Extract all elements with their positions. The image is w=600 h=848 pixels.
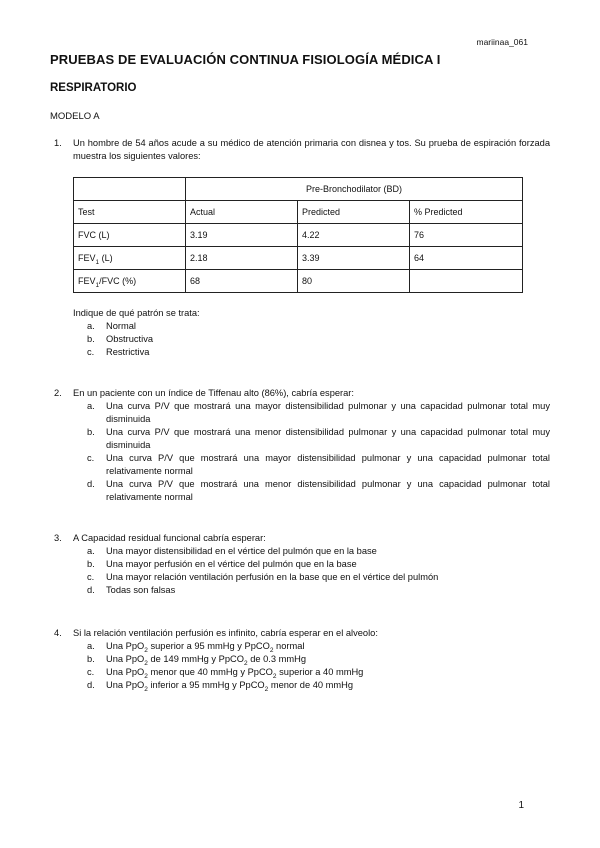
- table-cell: [74, 178, 186, 201]
- pct-predicted-cell: 64: [410, 247, 523, 270]
- table-header-row: [74, 201, 523, 224]
- column-header: Predicted: [298, 201, 410, 224]
- question-text: Si la relación ventilación perfusión es infinito, cabría esperar en el alveolo:: [73, 628, 378, 638]
- option-item: a. Una PpO$_2$ superior a 95 mmHg y PpCO$_2$ normal: [87, 641, 305, 654]
- question-prompt: Indique de qué patrón se trata:: [73, 308, 200, 318]
- option-item: b. Obstructiva: [87, 334, 154, 344]
- option-item: c. Restrictiva: [87, 347, 150, 357]
- test-cell: $FEV_1$/FVC (%): [74, 270, 186, 293]
- option-item: d. Una curva P/V que mostrará una menor distensibilidad pulmonar y una capacidad pulmonar total relativamente normal: [87, 479, 550, 502]
- document-title: PRUEBAS DE EVALUACIÓN CONTINUA FISIOLOGÍA MÉDICA I: [50, 52, 441, 67]
- option-item: c. Una curva P/V que mostrará una mayor distensibilidad pulmonar y una capacidad pulmonar total relativamente normal: [87, 453, 550, 476]
- option-item: c. Una PpO$_2$ menor que 40 mmHg y PpCO$_2$ superior a 40 mmHg: [87, 667, 364, 680]
- table-row: [74, 224, 523, 247]
- question-number: 1.: [54, 138, 62, 148]
- option-item: a. Normal: [87, 321, 136, 331]
- predicted-cell: 3.39: [298, 247, 410, 270]
- question-number: 4.: [54, 628, 62, 638]
- group-header: Pre-Bronchodilator (BD): [186, 178, 523, 201]
- test-cell: $FEV_1$ (L): [74, 247, 186, 270]
- option-list: [87, 400, 550, 504]
- question-text: A Capacidad residual funcional cabría esperar:: [73, 533, 266, 543]
- pct-predicted-cell: 76: [410, 224, 523, 247]
- column-header: % Predicted: [410, 201, 523, 224]
- actual-cell: 3.19: [186, 224, 298, 247]
- predicted-cell: 80: [298, 270, 410, 293]
- option-item: d. Una PpO$_2$ inferior a 95 mmHg y PpCO$_2$ menor de 40 mmHg: [87, 680, 354, 693]
- column-header: Actual: [186, 201, 298, 224]
- option-list: [87, 320, 550, 359]
- question-3: [50, 532, 550, 597]
- option-item: b. Una PpO$_2$ de 149 mmHg y PpCO$_2$ de 0.3 mmHg: [87, 654, 306, 667]
- actual-cell: 2.18: [186, 247, 298, 270]
- table-row: [74, 247, 523, 270]
- test-cell: FVC (L): [74, 224, 186, 247]
- question-4: [50, 627, 550, 692]
- pct-predicted-cell: [410, 270, 523, 293]
- spirometry-table: [73, 177, 523, 293]
- question-text: En un paciente con un índice de Tiffenau alto (86%), cabría esperar:: [73, 388, 354, 398]
- username-label: mariinaa_061: [476, 37, 528, 47]
- question-text: Un hombre de 54 años acude a su médico de atención primaria con disnea y tos. Su prueba de espiración forzada muestra los siguientes valores:: [73, 138, 550, 161]
- model-label: MODELO A: [50, 111, 100, 122]
- option-item: d. Todas son falsas: [87, 585, 176, 595]
- question-2: [50, 387, 550, 504]
- question-1-options: [50, 307, 550, 359]
- page-number: 1: [518, 800, 524, 811]
- option-item: b. Una mayor perfusión en el vértice del pulmón que en la base: [87, 559, 357, 569]
- actual-cell: 68: [186, 270, 298, 293]
- predicted-cell: 4.22: [298, 224, 410, 247]
- option-item: c. Una mayor relación ventilación perfusión en la base que en el vértice del pulmón: [87, 572, 439, 582]
- option-list: [87, 545, 550, 597]
- table-group-header-row: [74, 178, 523, 201]
- section-title: RESPIRATORIO: [50, 82, 137, 94]
- option-item: a. Una curva P/V que mostrará una mayor distensibilidad pulmonar y una capacidad pulmonar total muy disminuida: [87, 401, 550, 424]
- question-number: 2.: [54, 388, 62, 398]
- question-number: 3.: [54, 533, 62, 543]
- option-list: [87, 640, 550, 692]
- column-header: Test: [74, 201, 186, 224]
- question-1: [50, 137, 550, 163]
- option-item: b. Una curva P/V que mostrará una menor distensibilidad pulmonar y una capacidad pulmonar total muy disminuida: [87, 427, 550, 450]
- option-item: a. Una mayor distensibilidad en el vértice del pulmón que en la base: [87, 546, 377, 556]
- table-row: [74, 270, 523, 293]
